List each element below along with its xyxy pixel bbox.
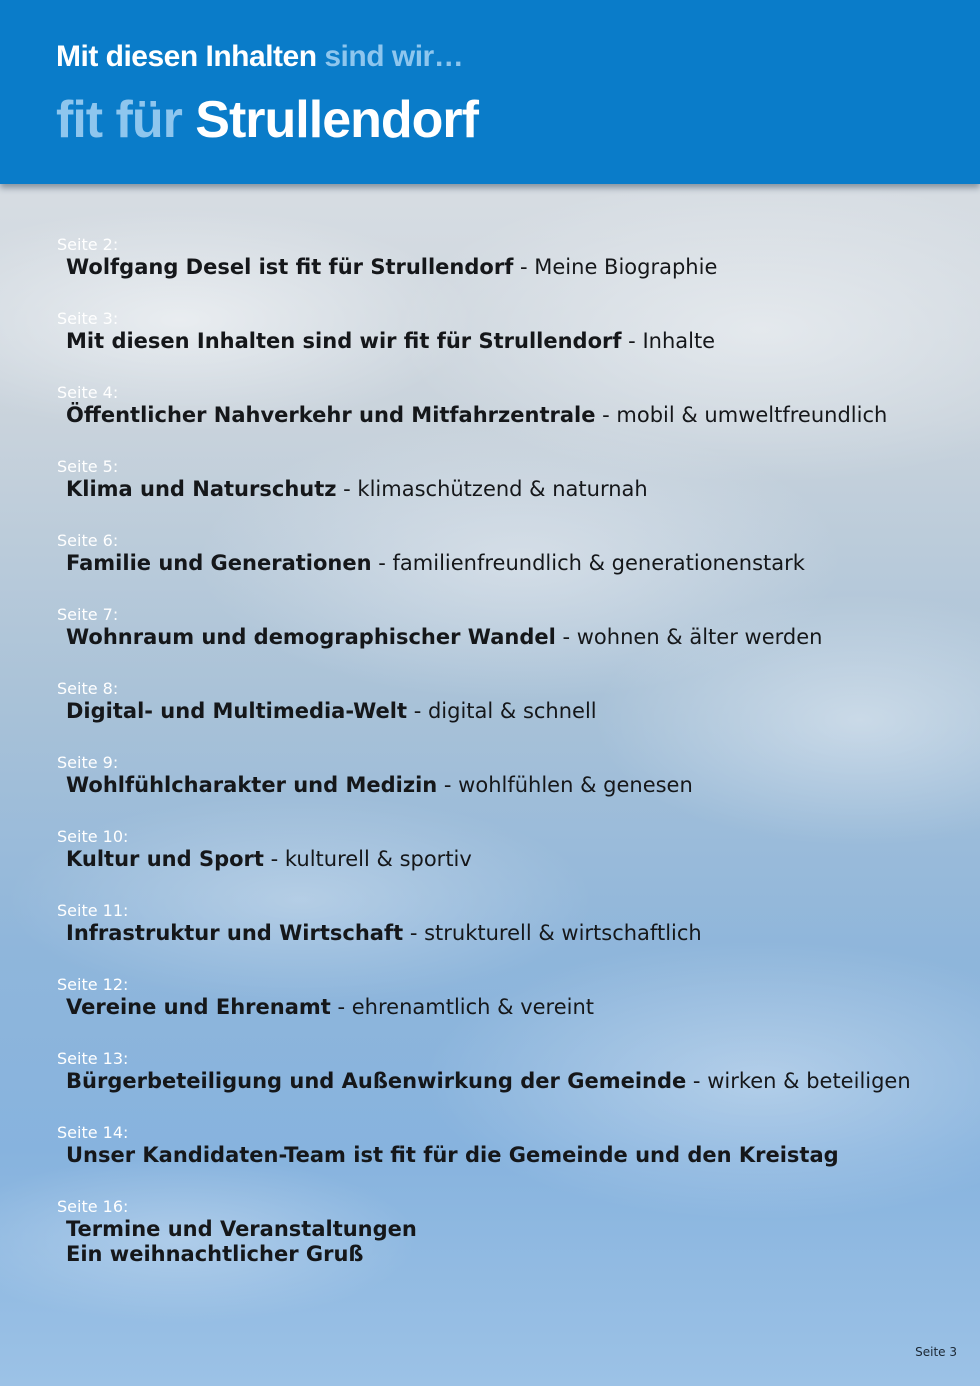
header-title-part2: Strullendorf — [195, 91, 478, 149]
toc-entry-subtitle: klimaschützend & naturnah — [357, 477, 648, 501]
toc-entry-line — [66, 1143, 839, 1168]
toc-entry-separator: - — [336, 477, 358, 501]
toc-entry-separator: - — [686, 1069, 708, 1093]
toc-entry-title: Wohnraum und demographischer Wandel — [66, 625, 556, 649]
toc-entry-line — [66, 403, 887, 428]
toc-entry-subtitle: ehrenamtlich & vereint — [351, 995, 595, 1019]
toc-entry-line — [66, 699, 597, 724]
toc-entry-separator: - — [407, 699, 428, 723]
toc-page-label: Seite 16: — [57, 1197, 129, 1216]
toc-entry-title: Klima und Naturschutz — [66, 477, 337, 501]
toc-entry-separator: - — [403, 921, 425, 945]
toc-entry-title: Kultur und Sport — [66, 847, 264, 871]
toc-page-label: Seite 6: — [57, 531, 119, 550]
toc-entry-separator: - — [555, 625, 577, 649]
toc-entry-title: Infrastruktur und Wirtschaft — [66, 921, 404, 945]
toc-page-label: Seite 8: — [57, 679, 119, 698]
toc-entry-line — [66, 847, 472, 872]
toc-entry-separator: - — [513, 255, 535, 279]
toc-page-label: Seite 4: — [57, 383, 119, 402]
toc-entry-title: Vereine und Ehrenamt — [66, 995, 331, 1019]
toc-entry-subtitle: strukturell & wirtschaftlich — [424, 921, 702, 945]
toc-entry-separator: - — [371, 551, 393, 575]
toc-entry-separator: - — [330, 995, 352, 1019]
toc-entry-title-2: Ein weihnachtlicher Gruß — [66, 1242, 364, 1266]
toc-entry-line — [66, 625, 822, 650]
toc-entry-title: Mit diesen Inhalten sind wir fit für Strullendorf — [66, 329, 622, 353]
toc-page-label: Seite 13: — [57, 1049, 129, 1068]
toc-entry-subtitle: familienfreundlich & generationenstark — [392, 551, 805, 575]
toc-entry-separator: - — [437, 773, 459, 797]
toc-page-label: Seite 12: — [57, 975, 129, 994]
toc-entry-line — [66, 1069, 911, 1094]
toc-entry-separator: - — [263, 847, 285, 871]
header-kicker-part1: Mit diesen Inhalten — [56, 40, 317, 73]
toc-page-label: Seite 11: — [57, 901, 129, 920]
toc-entry-line — [66, 921, 702, 946]
toc-entry-subtitle: Inhalte — [642, 329, 716, 353]
toc-entry-title: Wolfgang Desel ist fit für Strullendorf — [66, 255, 514, 279]
toc-entry-title: Termine und Veranstaltungen — [66, 1217, 417, 1241]
toc-entry-subtitle: wirken & beteiligen — [707, 1069, 911, 1093]
toc-entry-subtitle: mobil & umweltfreundlich — [616, 403, 888, 427]
toc-entry-separator: - — [621, 329, 643, 353]
toc-entry-title: Familie und Generationen — [66, 551, 372, 575]
header-title-part1: fit für — [56, 91, 182, 149]
toc-page-label: Seite 5: — [57, 457, 119, 476]
toc-entry-title: Bürgerbeteiligung und Außenwirkung der Gemeinde — [66, 1069, 687, 1093]
page-number: Seite 3 — [915, 1345, 957, 1359]
toc-entry-line-2 — [66, 1242, 364, 1267]
toc-entry-title: Öffentlicher Nahverkehr und Mitfahrzentrale — [66, 403, 596, 427]
toc-entry-line — [66, 1217, 417, 1242]
toc-entry-title: Wohlfühlcharakter und Medizin — [66, 773, 438, 797]
header-title — [56, 90, 478, 150]
toc-entry-subtitle: wohlfühlen & genesen — [458, 773, 693, 797]
header-kicker — [56, 40, 463, 74]
toc-entry-line — [66, 477, 648, 502]
toc-page-label: Seite 2: — [57, 235, 119, 254]
toc-entry-line — [66, 995, 594, 1020]
toc-page-label: Seite 3: — [57, 309, 119, 328]
toc-entry-line — [66, 551, 805, 576]
toc-entry-line — [66, 255, 717, 280]
toc-entry-subtitle: Meine Biographie — [534, 255, 718, 279]
toc-entry-line — [66, 329, 715, 354]
toc-entry-subtitle: wohnen & älter werden — [576, 625, 823, 649]
toc-page-label: Seite 9: — [57, 753, 119, 772]
toc-entry-line — [66, 773, 693, 798]
toc-entry-subtitle: kulturell & sportiv — [284, 847, 472, 871]
toc-page-label: Seite 7: — [57, 605, 119, 624]
header-banner — [0, 0, 980, 184]
toc-page-label: Seite 14: — [57, 1123, 129, 1142]
toc-entry-separator: - — [595, 403, 617, 427]
toc-entry-title: Digital- und Multimedia-Welt — [66, 699, 408, 723]
toc-entry-title: Unser Kandidaten-Team ist fit für die Gemeinde und den Kreistag — [66, 1143, 839, 1167]
toc-entry-subtitle: digital & schnell — [427, 699, 597, 723]
toc-page-label: Seite 10: — [57, 827, 129, 846]
header-kicker-part2: sind wir… — [324, 40, 464, 73]
